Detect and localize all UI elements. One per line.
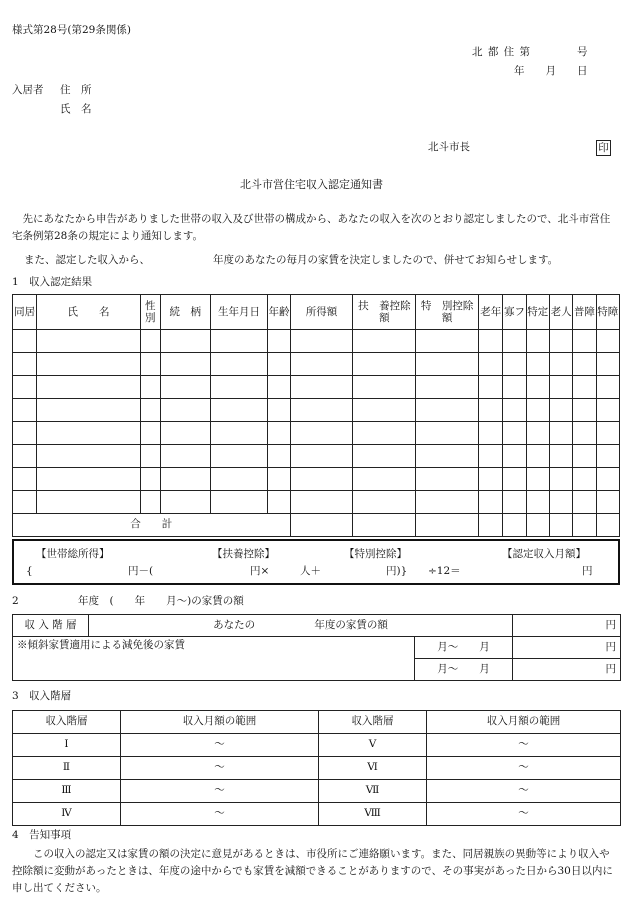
range-right: ～ xyxy=(427,757,621,780)
table-cell xyxy=(37,491,140,514)
table-cell xyxy=(549,353,572,376)
table-cell xyxy=(37,445,140,468)
table-cell xyxy=(416,399,479,422)
table-cell xyxy=(503,445,526,468)
table-cell xyxy=(268,330,290,353)
table-cell xyxy=(596,468,619,491)
table-cell xyxy=(37,376,140,399)
col-elderly: 老人 xyxy=(549,295,572,330)
table-cell xyxy=(160,330,210,353)
table-cell xyxy=(479,468,503,491)
section3-heading: 3 収入階層 xyxy=(12,690,72,702)
document-title: 北斗市営住宅収入認定通知書 xyxy=(240,178,383,191)
table-cell xyxy=(290,422,353,445)
range-left: ～ xyxy=(121,757,319,780)
range-right: ～ xyxy=(427,803,621,826)
rent-table xyxy=(12,614,621,681)
issuer-title: 北斗市長 xyxy=(428,141,470,153)
income-formula-box xyxy=(12,539,620,585)
table-cell xyxy=(353,330,416,353)
formula-open-brace: { xyxy=(26,565,33,577)
issue-date: 年 月 日 xyxy=(514,65,588,77)
table-cell xyxy=(140,330,160,353)
table-cell xyxy=(13,330,37,353)
table-cell xyxy=(353,376,416,399)
table-cell xyxy=(140,491,160,514)
level-row xyxy=(13,734,621,757)
table-cell xyxy=(503,399,526,422)
table-row xyxy=(13,422,620,445)
col-special-disabled: 特障 xyxy=(596,295,619,330)
col-dependent-deduction: 扶 養控除額 xyxy=(353,295,416,330)
col-specific: 特定 xyxy=(526,295,549,330)
table-cell xyxy=(268,399,290,422)
table-cell xyxy=(353,422,416,445)
intro-paragraph-2b: 年度のあなたの毎月の家賃を決定しましたので、併せてお知らせします。 xyxy=(213,254,559,266)
income-table-body xyxy=(13,330,620,514)
level-right: Ⅷ xyxy=(319,803,427,826)
name-label: 氏 名 xyxy=(60,103,92,115)
table-cell xyxy=(596,422,619,445)
table-row xyxy=(13,491,620,514)
table-cell xyxy=(526,330,549,353)
level-row xyxy=(13,803,621,826)
table-cell xyxy=(268,491,290,514)
col-age: 年齢 xyxy=(268,295,290,330)
table-cell xyxy=(140,445,160,468)
intro-paragraph-1: 先にあなたから申告がありました世帯の収入及び世帯の構成から、あなたの収入を次のとおり認定しましたので、北斗市営住宅条例第28条の規定により通知します。 xyxy=(12,213,611,242)
level-right: Ⅵ xyxy=(319,757,427,780)
table-cell xyxy=(479,353,503,376)
range-right: ～ xyxy=(427,780,621,803)
section2-number: 2 xyxy=(12,595,19,607)
table-cell xyxy=(416,468,479,491)
table-cell xyxy=(526,353,549,376)
table-cell xyxy=(573,445,596,468)
table-cell xyxy=(503,491,526,514)
table-cell xyxy=(526,422,549,445)
level-left: Ⅳ xyxy=(13,803,121,826)
table-cell xyxy=(268,468,290,491)
table-cell xyxy=(210,491,268,514)
reduced-yen-2: 円 xyxy=(513,659,621,681)
level-col-right: 収入階層 xyxy=(319,711,427,734)
income-table xyxy=(12,294,620,537)
table-cell xyxy=(596,399,619,422)
table-cell xyxy=(13,491,37,514)
form-number: 様式第28号(第29条関係) xyxy=(12,24,131,36)
level-left: Ⅱ xyxy=(13,757,121,780)
table-cell xyxy=(268,376,290,399)
range-left: ～ xyxy=(121,780,319,803)
table-cell xyxy=(37,353,140,376)
table-cell xyxy=(290,330,353,353)
table-cell xyxy=(160,491,210,514)
table-cell xyxy=(290,376,353,399)
col-special-deduction: 特 別控除額 xyxy=(416,295,479,330)
level-row xyxy=(13,757,621,780)
table-cell xyxy=(573,468,596,491)
addressee-label: 入居者 xyxy=(12,84,44,96)
table-cell xyxy=(526,399,549,422)
total-label: 合 計 xyxy=(13,514,291,537)
level-col-left: 収入階層 xyxy=(13,711,121,734)
table-cell xyxy=(416,422,479,445)
table-cell xyxy=(549,376,572,399)
table-cell xyxy=(573,376,596,399)
table-cell xyxy=(37,468,140,491)
income-level-label: 収 入 階 層 xyxy=(13,615,89,637)
table-cell xyxy=(416,353,479,376)
table-cell xyxy=(479,445,503,468)
table-cell xyxy=(13,445,37,468)
table-cell xyxy=(573,353,596,376)
range-col-right: 収入月額の範囲 xyxy=(427,711,621,734)
level-left: Ⅰ xyxy=(13,734,121,757)
table-row xyxy=(13,468,620,491)
table-cell xyxy=(290,353,353,376)
col-widow: 寡フ xyxy=(503,295,526,330)
table-cell xyxy=(37,330,140,353)
notice-body: この収入の認定又は家賃の額の決定に意見があるときは、市役所にご連絡願います。また、同居親族の異動等により収入や控除額に変動があったときは、年度の途中からでも家賃を減額できることがありますので、その事実があった日から30日以内に申し出てください。 xyxy=(12,848,613,894)
table-cell xyxy=(160,353,210,376)
table-cell xyxy=(210,330,268,353)
table-row xyxy=(13,353,620,376)
table-cell xyxy=(160,399,210,422)
level-table-header xyxy=(13,711,621,734)
table-cell xyxy=(416,330,479,353)
formula-yen-close: 円)} xyxy=(386,565,408,577)
level-row xyxy=(13,780,621,803)
table-cell xyxy=(140,422,160,445)
table-cell xyxy=(353,445,416,468)
table-cell xyxy=(160,445,210,468)
table-cell xyxy=(503,330,526,353)
col-birthdate: 生年月日 xyxy=(210,295,268,330)
table-cell xyxy=(479,376,503,399)
table-cell xyxy=(549,468,572,491)
table-cell xyxy=(526,376,549,399)
address-label: 住 所 xyxy=(60,84,92,96)
table-cell xyxy=(573,330,596,353)
rent-label-a: あなたの xyxy=(213,618,256,631)
range-right: ～ xyxy=(427,734,621,757)
table-cell xyxy=(479,491,503,514)
table-cell xyxy=(140,399,160,422)
table-cell xyxy=(353,353,416,376)
table-cell xyxy=(210,468,268,491)
table-cell xyxy=(573,399,596,422)
table-cell xyxy=(160,468,210,491)
table-cell xyxy=(573,491,596,514)
income-table-total-row xyxy=(13,514,620,537)
col-disabled: 普障 xyxy=(573,295,596,330)
range-left: ～ xyxy=(121,734,319,757)
table-cell xyxy=(210,399,268,422)
table-cell xyxy=(140,376,160,399)
intro-paragraph-2a: また、認定した収入から、 xyxy=(24,254,150,266)
col-income: 所得額 xyxy=(290,295,353,330)
table-cell xyxy=(140,353,160,376)
range-col-left: 収入月額の範囲 xyxy=(121,711,319,734)
table-cell xyxy=(290,491,353,514)
table-cell xyxy=(210,353,268,376)
table-row xyxy=(13,376,620,399)
formula-special-label: 【特別控除】 xyxy=(344,548,407,560)
table-cell xyxy=(290,445,353,468)
formula-div12: ÷12＝ xyxy=(428,565,461,577)
level-table-body xyxy=(13,734,621,826)
col-name: 氏 名 xyxy=(37,295,140,330)
range-left: ～ xyxy=(121,803,319,826)
table-cell xyxy=(13,422,37,445)
formula-monthly-label: 【認定収入月額】 xyxy=(502,548,586,560)
formula-persons-plus: 人＋ xyxy=(300,565,321,577)
month-range-2: 月～ 月 xyxy=(415,659,513,681)
rent-label-b: 年度の家賃の額 xyxy=(314,618,388,631)
table-cell xyxy=(268,422,290,445)
table-cell xyxy=(479,399,503,422)
section4-heading: 4 告知事項 xyxy=(12,829,72,841)
income-table-header xyxy=(13,295,620,330)
table-cell xyxy=(210,376,268,399)
income-level-table xyxy=(12,710,621,826)
table-cell xyxy=(13,376,37,399)
formula-yen-minus: 円－( xyxy=(128,565,154,577)
table-cell xyxy=(596,353,619,376)
section2-heading: 年度 ( 年 月～)の家賃の額 xyxy=(78,595,244,607)
section1-heading: 1 収入認定結果 xyxy=(12,276,93,288)
table-cell xyxy=(290,399,353,422)
table-cell xyxy=(596,445,619,468)
table-cell xyxy=(416,491,479,514)
level-right: Ⅴ xyxy=(319,734,427,757)
table-cell xyxy=(353,491,416,514)
table-cell xyxy=(573,422,596,445)
table-cell xyxy=(549,399,572,422)
table-cell xyxy=(13,468,37,491)
table-cell xyxy=(416,445,479,468)
formula-yen-times: 円× xyxy=(250,565,270,577)
table-cell xyxy=(353,468,416,491)
table-cell xyxy=(503,422,526,445)
table-cell xyxy=(210,422,268,445)
reduced-yen-1: 円 xyxy=(513,637,621,659)
table-cell xyxy=(596,330,619,353)
table-cell xyxy=(596,491,619,514)
table-cell xyxy=(549,491,572,514)
table-cell xyxy=(549,422,572,445)
rent-row-reduced-1 xyxy=(13,637,621,659)
col-elderly-spouse: 老年 xyxy=(479,295,503,330)
table-cell xyxy=(526,491,549,514)
table-cell xyxy=(160,422,210,445)
table-cell xyxy=(37,422,140,445)
table-cell xyxy=(479,330,503,353)
col-sex: 性別 xyxy=(140,295,160,330)
table-cell xyxy=(416,376,479,399)
table-cell xyxy=(13,399,37,422)
table-cell xyxy=(479,422,503,445)
table-cell xyxy=(596,376,619,399)
col-cohabit: 同居 xyxy=(13,295,37,330)
table-cell xyxy=(526,445,549,468)
formula-yen-final: 円 xyxy=(582,565,593,577)
table-cell xyxy=(268,445,290,468)
table-cell xyxy=(160,376,210,399)
formula-dependent-label: 【扶養控除】 xyxy=(212,548,275,560)
table-cell xyxy=(503,353,526,376)
table-cell xyxy=(268,353,290,376)
level-left: Ⅲ xyxy=(13,780,121,803)
level-right: Ⅶ xyxy=(319,780,427,803)
table-cell xyxy=(353,399,416,422)
col-relation: 続 柄 xyxy=(160,295,210,330)
rent-row-main xyxy=(13,615,621,637)
table-cell xyxy=(37,399,140,422)
table-row xyxy=(13,330,620,353)
table-cell xyxy=(13,353,37,376)
formula-total-income-label: 【世帯総所得】 xyxy=(36,548,110,560)
rent-yen: 円 xyxy=(513,615,621,637)
month-range-1: 月～ 月 xyxy=(415,637,513,659)
table-cell xyxy=(140,468,160,491)
table-row xyxy=(13,399,620,422)
table-cell xyxy=(210,445,268,468)
table-cell xyxy=(526,468,549,491)
table-cell xyxy=(549,445,572,468)
rent-amount-label xyxy=(89,615,513,637)
table-cell xyxy=(503,468,526,491)
reduced-rent-note: ※傾斜家賃適用による減免後の家賃 xyxy=(13,637,415,681)
table-cell xyxy=(549,330,572,353)
reference-number: 北 都 住 第 号 xyxy=(472,46,589,58)
table-row xyxy=(13,445,620,468)
table-cell xyxy=(290,468,353,491)
seal-box: 印 xyxy=(596,140,611,156)
table-cell xyxy=(503,376,526,399)
